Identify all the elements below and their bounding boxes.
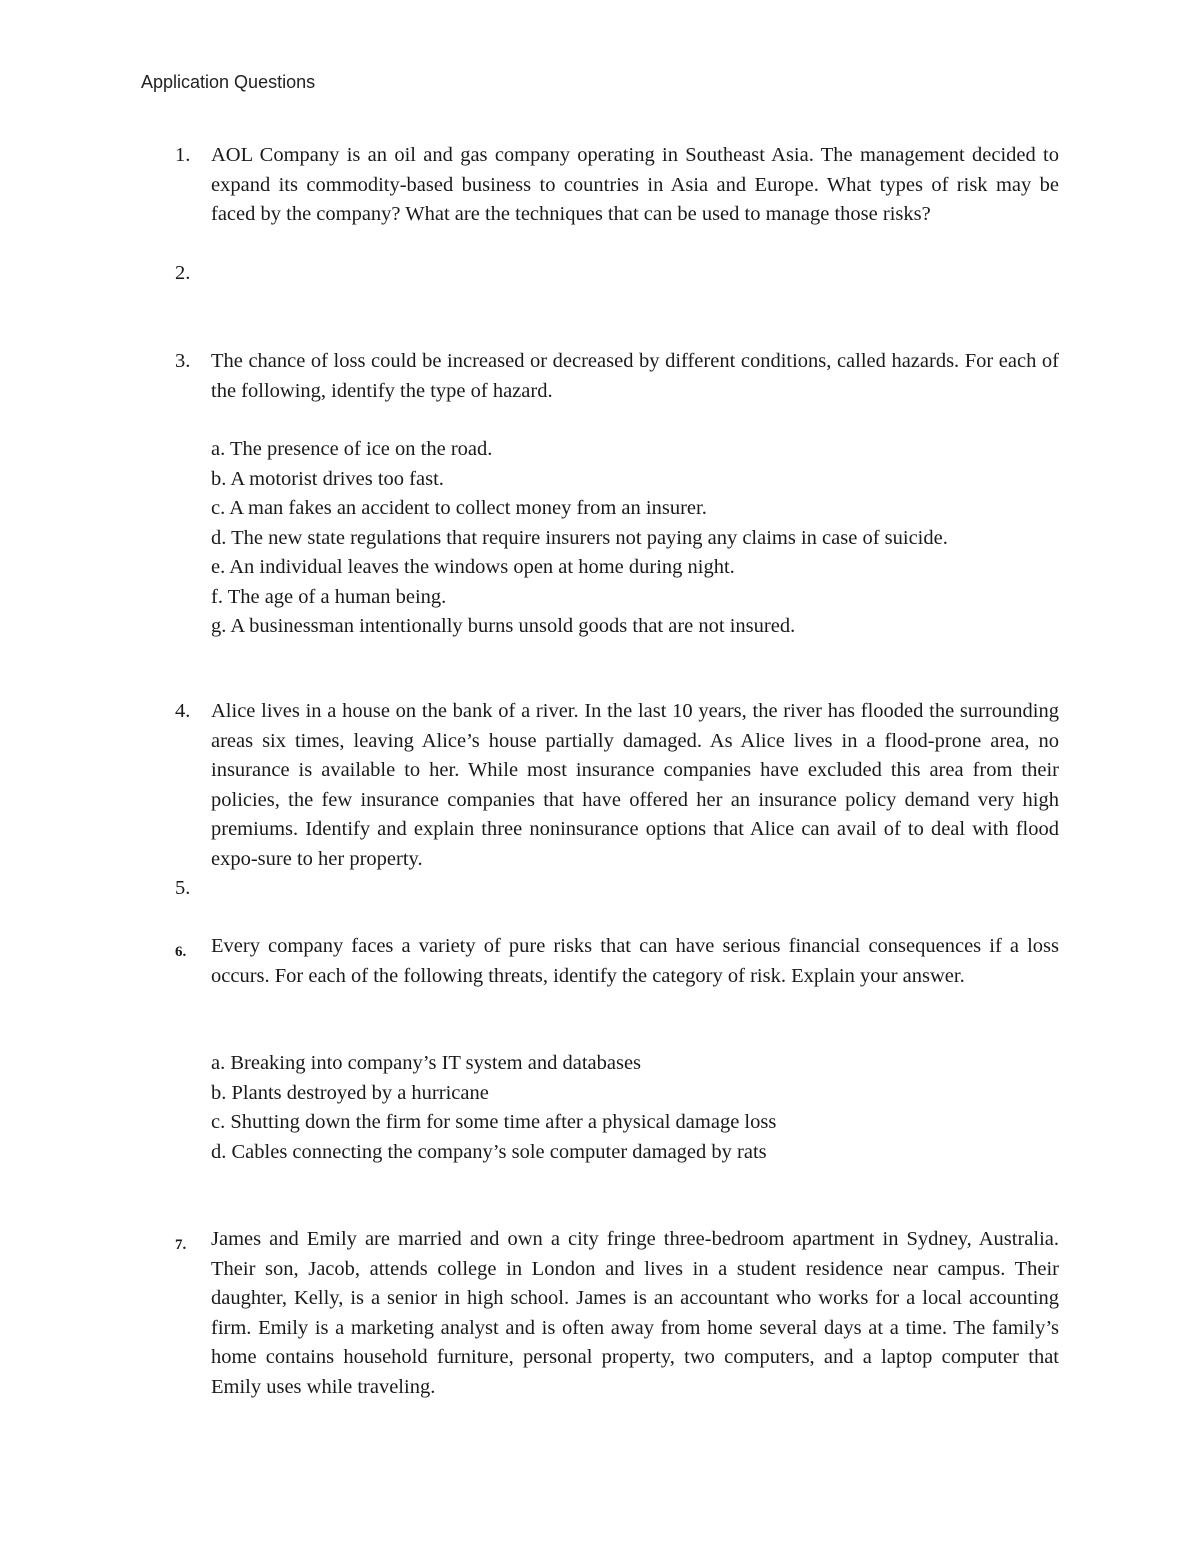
question-number: 1.: [175, 144, 191, 166]
list-item: b. A motorist drives too fast.: [211, 467, 444, 490]
question-text: AOL Company is an oil and gas company operating in Southeast Asia. The management decided to expand its commodity-based business to countries in Asia and Europe. What types of risk may be faced by the company? What are the techniques that can be used to manage those risks?: [211, 144, 1059, 225]
question-6: [175, 932, 1059, 991]
list-item: b. Plants destroyed by a hurricane: [211, 1081, 489, 1104]
list-item: d. Cables connecting the company’s sole computer damaged by rats: [211, 1140, 767, 1163]
list-item: e. An individual leaves the windows open at home during night.: [211, 556, 735, 578]
list-item: g. A businessman intentionally burns unsold goods that are not insured.: [211, 615, 796, 637]
question-3: [175, 347, 1059, 406]
question-text: The chance of loss could be increased or decreased by different conditions, called hazards. For each of the following, identify the type of hazard.: [211, 350, 1059, 402]
question-text: James and Emily are married and own a city fringe three-bedroom apartment in Sydney, Australia. Their son, Jacob, attends college in London and lives in a student residence near campus. Their daughter, Kelly, is a senior in high school. James is an accountant who works for a local accounting firm. Emily is a marketing analyst and is often away from home several days at a time. The family’s home contains household furniture, personal property, two computers, and a laptop computer that Emily uses while traveling.: [211, 1228, 1059, 1398]
list-item: f. The age of a human being.: [211, 585, 447, 608]
list-item: a. Breaking into company’s IT system and databases: [211, 1052, 642, 1074]
question-4: [175, 697, 1059, 874]
question-number: 3.: [175, 350, 191, 372]
question-number: 4.: [175, 700, 191, 722]
list-item: c. A man fakes an accident to collect money from an insurer.: [211, 497, 707, 519]
question-7: [175, 1225, 1059, 1402]
list-item: c. Shutting down the firm for some time after a physical damage loss: [211, 1111, 777, 1133]
question-number: 2.: [175, 262, 191, 284]
question-text: Every company faces a variety of pure risks that can have serious financial consequences if a loss occurs. For each of the following threats, identify the category of risk. Explain your answer.: [211, 935, 1059, 987]
question-6-items: [211, 1049, 776, 1167]
document-title: Application Questions: [141, 72, 316, 92]
question-1: [175, 141, 1059, 230]
question-number: 6.: [175, 944, 187, 960]
list-item: d. The new state regulations that require insurers not paying any claims in case of suicide.: [211, 526, 948, 549]
list-item: a. The presence of ice on the road.: [211, 438, 493, 460]
question-3-items: [211, 435, 948, 642]
question-number: 5.: [175, 877, 191, 899]
question-number: 7.: [175, 1237, 187, 1253]
question-text: Alice lives in a house on the bank of a river. In the last 10 years, the river has flooded the surrounding areas six times, leaving Alice’s house partially damaged. As Alice lives in a flood-prone area, no insurance is available to her. While most insurance companies have excluded this area from their policies, the few insurance companies that have offered her an insurance policy demand very high premiums. Identify and explain three noninsurance options that Alice can avail of to deal with flood expo-sure to her property.: [211, 700, 1059, 870]
